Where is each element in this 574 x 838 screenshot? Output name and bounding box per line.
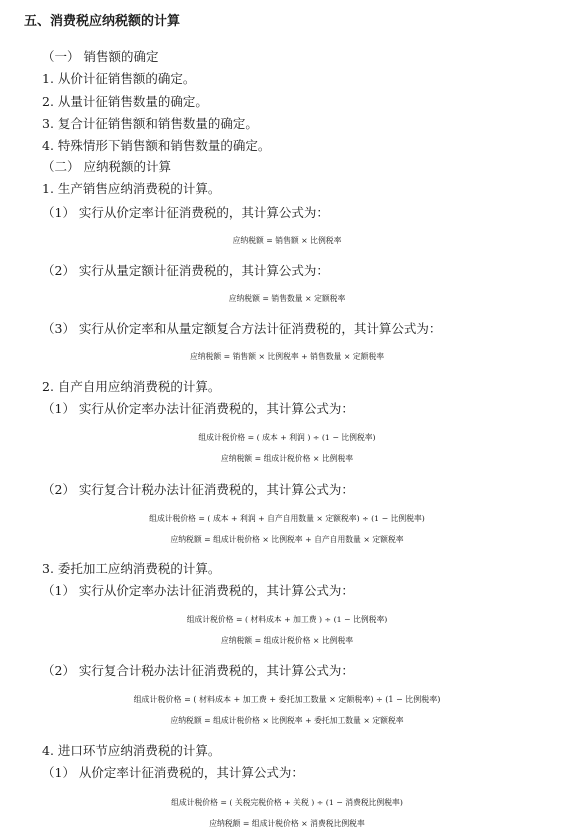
- rule-text: （3） 实行从价定率和从量定额复合方法计征消费税的，其计算公式为：: [42, 321, 442, 336]
- formula: 应纳税额 = 组成计税价格 × 比例税率: [220, 454, 354, 463]
- formula: 应纳税额 = 组成计税价格 × 比例税率 + 自产自用数量 × 定额税率: [170, 535, 404, 544]
- formula: 组成计税价格 = ( 关税完税价格 + 关税 ) ÷ (1 − 消费税比例税率): [171, 798, 403, 807]
- paragraph-heading: 2. 自产自用应纳消费税的计算。: [42, 379, 221, 394]
- rule-text: （1） 实行从价定率办法计征消费税的，其计算公式为：: [42, 401, 354, 416]
- paragraph-heading: 4. 进口环节应纳消费税的计算。: [42, 743, 221, 758]
- subsection-heading-sales: （一） 销售额的确定: [42, 49, 159, 64]
- rule-text: （1） 实行从价定率计征消费税的，其计算公式为：: [42, 205, 329, 220]
- rule-text: （2） 实行复合计税办法计征消费税的，其计算公式为：: [42, 663, 354, 678]
- formula: 应纳税额 = 销售额 × 比例税率: [232, 236, 342, 245]
- formula: 应纳税额 = 组成计税价格 × 消费税比例税率: [209, 819, 365, 828]
- formula: 应纳税额 = 销售额 × 比例税率 + 销售数量 × 定额税率: [189, 352, 385, 361]
- rule-text: （1） 从价定率计征消费税的，其计算公式为：: [42, 765, 304, 780]
- list-item: 2. 从量计征销售数量的确定。: [42, 94, 208, 109]
- subsection-heading-tax: （二） 应纳税额的计算: [42, 159, 171, 174]
- formula: 应纳税额 = 组成计税价格 × 比例税率: [220, 636, 354, 645]
- formula: 组成计税价格 = ( 材料成本 + 加工费 ) ÷ (1 − 比例税率): [186, 615, 388, 624]
- formula: 组成计税价格 = ( 成本 + 利润 + 自产自用数量 × 定额税率) ÷ (1 − 比例税率): [149, 514, 425, 523]
- section-title: 五、消费税应纳税额的计算: [24, 14, 181, 29]
- rule-text: （1） 实行从价定率办法计征消费税的，其计算公式为：: [42, 583, 354, 598]
- paragraph-heading: 1. 生产销售应纳消费税的计算。: [42, 181, 221, 196]
- rule-text: （2） 实行复合计税办法计征消费税的，其计算公式为：: [42, 482, 354, 497]
- list-item: 4. 特殊情形下销售额和销售数量的确定。: [42, 138, 271, 153]
- paragraph-heading: 3. 委托加工应纳消费税的计算。: [42, 561, 221, 576]
- rule-text: （2） 实行从量定额计征消费税的，其计算公式为：: [42, 263, 329, 278]
- list-item: 1. 从价计征销售额的确定。: [42, 71, 196, 86]
- formula: 组成计税价格 = ( 材料成本 + 加工费 + 委托加工数量 × 定额税率) ÷ (1 − 比例税率): [133, 695, 441, 704]
- formula: 应纳税额 = 销售数量 × 定额税率: [228, 294, 346, 303]
- formula: 组成计税价格 = ( 成本 + 利润 ) ÷ (1 − 比例税率): [198, 433, 376, 442]
- formula: 应纳税额 = 组成计税价格 × 比例税率 + 委托加工数量 × 定额税率: [170, 716, 404, 725]
- list-item: 3. 复合计征销售额和销售数量的确定。: [42, 116, 258, 131]
